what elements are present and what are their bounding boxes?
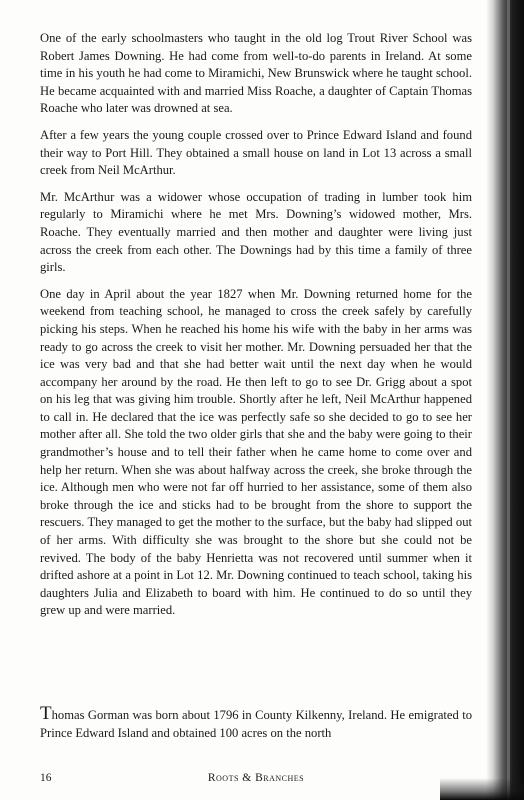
section-initial-letter: T xyxy=(40,703,52,724)
section-gorman xyxy=(40,704,472,742)
page-curl-shadow xyxy=(440,778,524,800)
paragraph-port-hill: After a few years the young couple crossed over to Prince Edward Island and found their way to Port Hill. They obtained a small house on land in Lot 13 across a small creek from Neil McArthur. xyxy=(40,127,472,178)
body-text xyxy=(40,30,472,629)
section-gorman-text: homas Gorman was born about 1796 in County Kilkenny, Ireland. He emigrated to Prince Edward Island and obtained 100 acres on the north xyxy=(40,708,472,740)
page-edge-shadow xyxy=(486,0,524,800)
page-footer xyxy=(40,772,472,790)
paragraph-ice-accident: One day in April about the year 1827 when Mr. Downing returned home for the weekend from teaching school, he managed to cross the creek safely by carefully picking his steps. When he reached his home his wife with the baby in her arms was ready to go across the creek to visit her mother. Mr. Downing persuaded her that the ice was very bad and that she had better wait until the next day when he would accompany her around by the road. He then left to go to see Dr. Grigg about a spot on his leg that was giving him trouble. Shortly after he left, Neil McArthur happened to call in. He declared that the ice was perfectly safe so she decided to go to see her mother after all. She told the two older girls that she and the baby were going to their grandmother’s house and to tell their father when he came home to come over and help her return. When she was about halfway across the creek, she broke through the ice. Although men who were not far off hurried to her assistance, some of them also broke through the ice and sticks had to be brought from the shore to support the rescuers. They managed to get the mother to the surface, but the baby had slipped out of her arms. With difficulty she was brought to the shore but she could not be revived. The body of the baby Henrietta was not recovered until summer when it drifted ashore at a point in Lot 12. Mr. Downing continued to teach school, taking his daughters Julia and Elizabeth to board with him. He continued to do so until they grew up and were married. xyxy=(40,286,472,618)
paragraph-mcarthur: Mr. McArthur was a widower whose occupation of trading in lumber took him regularly to Miramichi where he met Mrs. Downing’s widowed mother, Mrs. Roache. They eventually married and then mother and daughter were living just across the creek from each other. The Downings had by this time a family of three girls. xyxy=(40,189,472,275)
paragraph-downing-intro: One of the early schoolmasters who taught in the old log Trout River School was Robert James Downing. He had come from well-to-do parents in Ireland. At some time in his youth he had come to Miramichi, New Brunswick where he taught school. He became acquainted with and married Miss Roache, a daughter of Captain Thomas Roache who later was drowned at sea. xyxy=(40,31,472,116)
page-number: 16 xyxy=(40,772,52,784)
page-edge-highlight xyxy=(507,0,510,800)
running-title: Roots & Branches xyxy=(207,772,305,784)
